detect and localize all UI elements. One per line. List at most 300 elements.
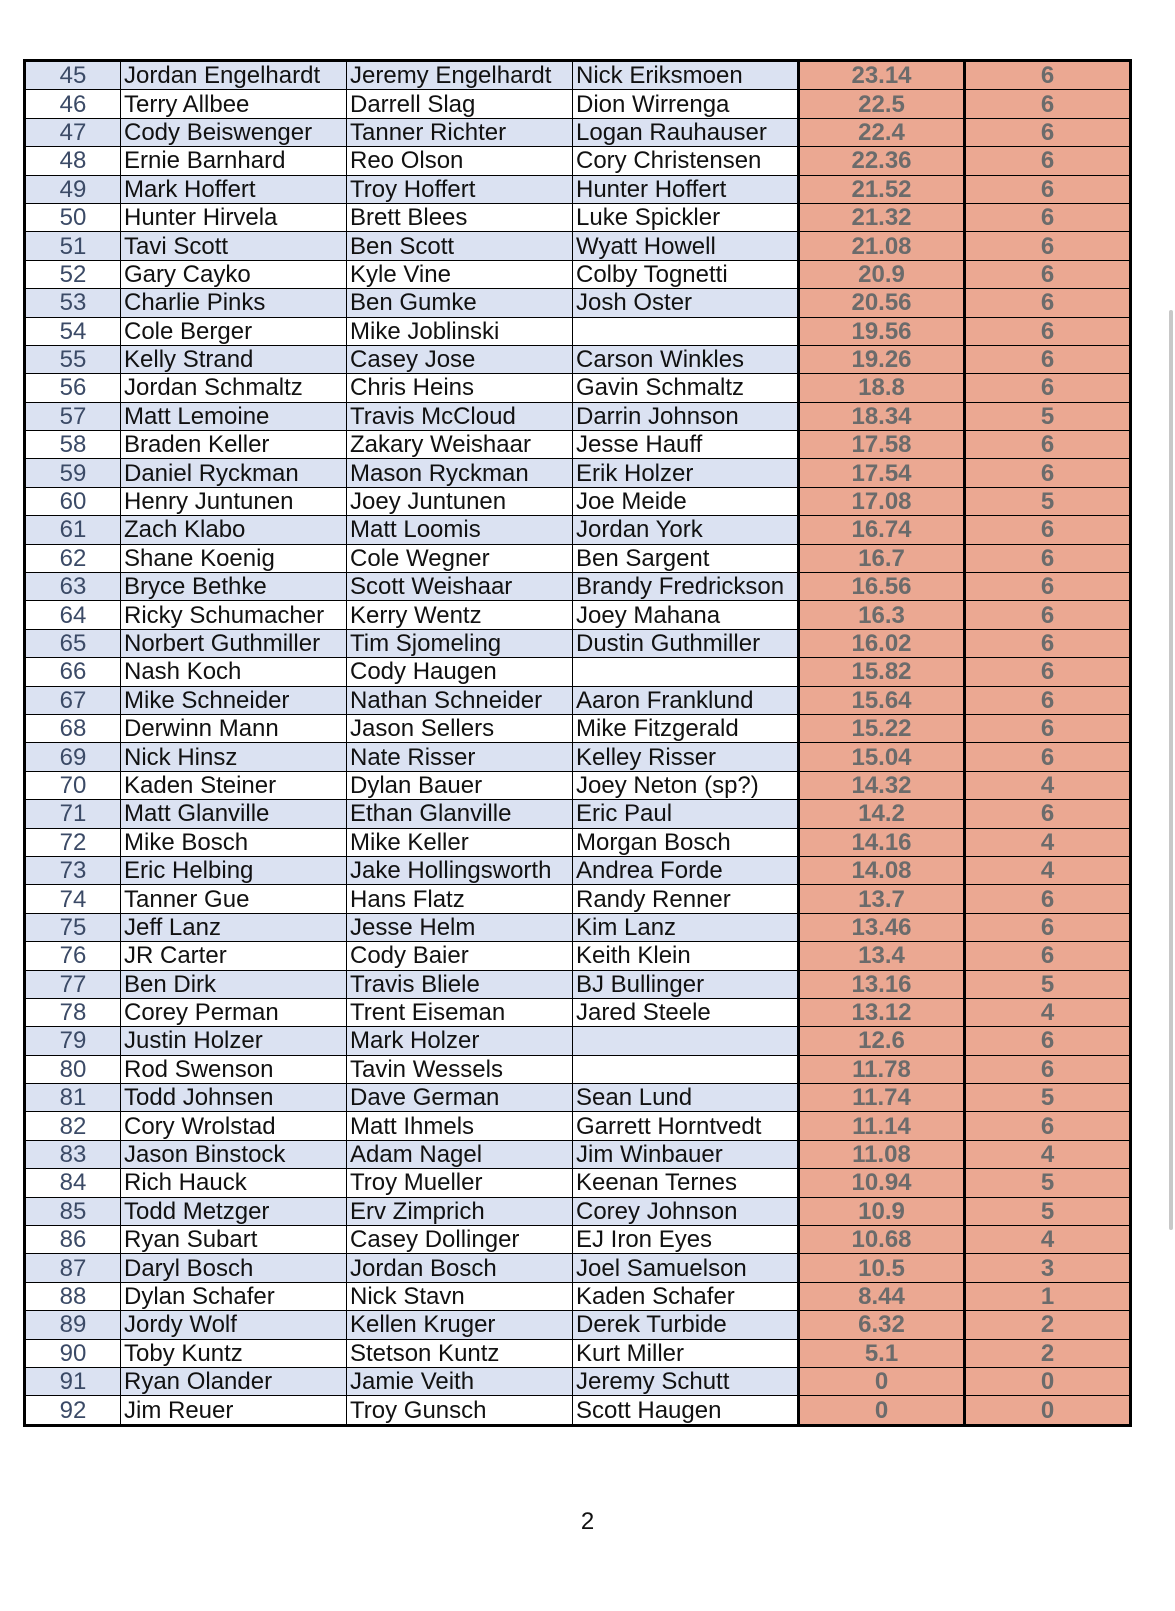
count-cell: 5 (965, 1084, 1131, 1112)
score-cell: 11.14 (799, 1112, 965, 1140)
player1-cell: Gary Cayko (121, 260, 347, 288)
player2-cell: Hans Flatz (347, 885, 573, 913)
score-cell: 21.08 (799, 232, 965, 260)
player3-cell: Kim Lanz (573, 913, 799, 941)
score-cell: 13.4 (799, 942, 965, 970)
table-row (25, 1169, 1131, 1197)
rank-cell: 59 (25, 459, 121, 487)
player2-cell: Chris Heins (347, 374, 573, 402)
score-cell: 11.74 (799, 1084, 965, 1112)
player2-cell: Troy Mueller (347, 1169, 573, 1197)
table-row (25, 1112, 1131, 1140)
rank-cell: 92 (25, 1396, 121, 1425)
player1-cell: Tanner Gue (121, 885, 347, 913)
count-cell: 3 (965, 1254, 1131, 1282)
player3-cell (573, 1027, 799, 1055)
count-cell: 6 (965, 147, 1131, 175)
score-cell: 0 (799, 1396, 965, 1425)
rank-cell: 82 (25, 1112, 121, 1140)
count-cell: 6 (965, 800, 1131, 828)
player2-cell: Dylan Bauer (347, 771, 573, 799)
count-cell: 6 (965, 431, 1131, 459)
player1-cell: Dylan Schafer (121, 1282, 347, 1310)
table-row (25, 118, 1131, 146)
rank-cell: 58 (25, 431, 121, 459)
rank-cell: 56 (25, 374, 121, 402)
table-row (25, 1084, 1131, 1112)
table-row (25, 90, 1131, 118)
player3-cell: Kurt Miller (573, 1339, 799, 1367)
rank-cell: 77 (25, 970, 121, 998)
player3-cell: Randy Renner (573, 885, 799, 913)
table-row (25, 629, 1131, 657)
player3-cell: Corey Johnson (573, 1197, 799, 1225)
rank-cell: 46 (25, 90, 121, 118)
player3-cell: Ben Sargent (573, 544, 799, 572)
score-cell: 11.08 (799, 1140, 965, 1168)
score-cell: 12.6 (799, 1027, 965, 1055)
player1-cell: Ryan Subart (121, 1226, 347, 1254)
count-cell: 5 (965, 1197, 1131, 1225)
count-cell: 0 (965, 1396, 1131, 1425)
score-cell: 13.7 (799, 885, 965, 913)
count-cell: 6 (965, 374, 1131, 402)
count-cell: 6 (965, 516, 1131, 544)
player1-cell: Jason Binstock (121, 1140, 347, 1168)
player2-cell: Nate Risser (347, 743, 573, 771)
player2-cell: Dave German (347, 1084, 573, 1112)
player3-cell: Joe Meide (573, 487, 799, 515)
player1-cell: Cody Beiswenger (121, 118, 347, 146)
count-cell: 6 (965, 885, 1131, 913)
player1-cell: Bryce Bethke (121, 573, 347, 601)
player2-cell: Scott Weishaar (347, 573, 573, 601)
score-cell: 15.22 (799, 714, 965, 742)
table-row (25, 998, 1131, 1026)
score-cell: 19.26 (799, 345, 965, 373)
count-cell: 0 (965, 1367, 1131, 1395)
player2-cell: Jesse Helm (347, 913, 573, 941)
count-cell: 6 (965, 203, 1131, 231)
player3-cell: Darrin Johnson (573, 402, 799, 430)
score-cell: 10.9 (799, 1197, 965, 1225)
table-row (25, 203, 1131, 231)
player1-cell: Matt Lemoine (121, 402, 347, 430)
rank-cell: 89 (25, 1311, 121, 1339)
rank-cell: 78 (25, 998, 121, 1026)
standings-table (23, 59, 1132, 1427)
count-cell: 6 (965, 573, 1131, 601)
rank-cell: 85 (25, 1197, 121, 1225)
player1-cell: Ben Dirk (121, 970, 347, 998)
player1-cell: Shane Koenig (121, 544, 347, 572)
count-cell: 4 (965, 1226, 1131, 1254)
player1-cell: Rich Hauck (121, 1169, 347, 1197)
table-row (25, 885, 1131, 913)
player3-cell: Kelley Risser (573, 743, 799, 771)
score-cell: 13.46 (799, 913, 965, 941)
player1-cell: Cole Berger (121, 317, 347, 345)
player3-cell: Keith Klein (573, 942, 799, 970)
score-cell: 16.74 (799, 516, 965, 544)
player3-cell: Carson Winkles (573, 345, 799, 373)
rank-cell: 66 (25, 658, 121, 686)
player2-cell: Tanner Richter (347, 118, 573, 146)
score-cell: 19.56 (799, 317, 965, 345)
rank-cell: 45 (25, 61, 121, 90)
player2-cell: Zakary Weishaar (347, 431, 573, 459)
rank-cell: 74 (25, 885, 121, 913)
player2-cell: Brett Blees (347, 203, 573, 231)
table-row (25, 487, 1131, 515)
table-row (25, 942, 1131, 970)
player1-cell: Terry Allbee (121, 90, 347, 118)
player2-cell: Tavin Wessels (347, 1055, 573, 1083)
score-cell: 17.58 (799, 431, 965, 459)
player3-cell: Logan Rauhauser (573, 118, 799, 146)
player1-cell: Jordy Wolf (121, 1311, 347, 1339)
rank-cell: 63 (25, 573, 121, 601)
player3-cell: Jeremy Schutt (573, 1367, 799, 1395)
player2-cell: Travis Bliele (347, 970, 573, 998)
player2-cell: Nathan Schneider (347, 686, 573, 714)
table-row (25, 1396, 1131, 1425)
rank-cell: 53 (25, 289, 121, 317)
score-cell: 17.08 (799, 487, 965, 515)
player3-cell: Nick Eriksmoen (573, 61, 799, 90)
player2-cell: Jake Hollingsworth (347, 856, 573, 884)
player2-cell: Casey Dollinger (347, 1226, 573, 1254)
table-row (25, 1197, 1131, 1225)
player2-cell: Jeremy Engelhardt (347, 61, 573, 90)
player1-cell: Braden Keller (121, 431, 347, 459)
player1-cell: Matt Glanville (121, 800, 347, 828)
table-row (25, 1254, 1131, 1282)
count-cell: 6 (965, 601, 1131, 629)
rank-cell: 88 (25, 1282, 121, 1310)
count-cell: 4 (965, 828, 1131, 856)
player1-cell: Cory Wrolstad (121, 1112, 347, 1140)
player3-cell: Colby Tognetti (573, 260, 799, 288)
table-row (25, 1282, 1131, 1310)
player1-cell: Charlie Pinks (121, 289, 347, 317)
score-cell: 15.82 (799, 658, 965, 686)
count-cell: 5 (965, 402, 1131, 430)
rank-cell: 68 (25, 714, 121, 742)
player1-cell: Ricky Schumacher (121, 601, 347, 629)
player3-cell: Scott Haugen (573, 1396, 799, 1425)
score-cell: 23.14 (799, 61, 965, 90)
player1-cell: Todd Johnsen (121, 1084, 347, 1112)
player2-cell: Tim Sjomeling (347, 629, 573, 657)
player1-cell: Zach Klabo (121, 516, 347, 544)
player3-cell: Brandy Fredrickson (573, 573, 799, 601)
count-cell: 5 (965, 1169, 1131, 1197)
score-cell: 13.12 (799, 998, 965, 1026)
score-cell: 5.1 (799, 1339, 965, 1367)
rank-cell: 83 (25, 1140, 121, 1168)
rank-cell: 57 (25, 402, 121, 430)
rank-cell: 55 (25, 345, 121, 373)
score-cell: 0 (799, 1367, 965, 1395)
player2-cell: Troy Gunsch (347, 1396, 573, 1425)
score-cell: 15.04 (799, 743, 965, 771)
rank-cell: 49 (25, 175, 121, 203)
rank-cell: 61 (25, 516, 121, 544)
table-row (25, 856, 1131, 884)
rank-cell: 69 (25, 743, 121, 771)
rank-cell: 73 (25, 856, 121, 884)
table-row (25, 1226, 1131, 1254)
table-row (25, 573, 1131, 601)
count-cell: 6 (965, 317, 1131, 345)
score-cell: 15.64 (799, 686, 965, 714)
player3-cell: Jesse Hauff (573, 431, 799, 459)
table-row (25, 459, 1131, 487)
score-cell: 6.32 (799, 1311, 965, 1339)
rank-cell: 70 (25, 771, 121, 799)
player3-cell: Luke Spickler (573, 203, 799, 231)
player3-cell (573, 1055, 799, 1083)
score-cell: 21.52 (799, 175, 965, 203)
table-row (25, 686, 1131, 714)
score-cell: 22.4 (799, 118, 965, 146)
player3-cell: Joey Mahana (573, 601, 799, 629)
player2-cell: Ethan Glanville (347, 800, 573, 828)
table-row (25, 828, 1131, 856)
rank-cell: 60 (25, 487, 121, 515)
table-row (25, 1311, 1131, 1339)
score-cell: 10.94 (799, 1169, 965, 1197)
score-cell: 18.34 (799, 402, 965, 430)
player2-cell: Kerry Wentz (347, 601, 573, 629)
player3-cell: Dustin Guthmiller (573, 629, 799, 657)
count-cell: 6 (965, 90, 1131, 118)
player1-cell: Mark Hoffert (121, 175, 347, 203)
score-cell: 21.32 (799, 203, 965, 231)
table-row (25, 317, 1131, 345)
player1-cell: Jeff Lanz (121, 913, 347, 941)
player1-cell: Eric Helbing (121, 856, 347, 884)
player2-cell: Nick Stavn (347, 1282, 573, 1310)
count-cell: 1 (965, 1282, 1131, 1310)
player3-cell: Erik Holzer (573, 459, 799, 487)
table-row (25, 743, 1131, 771)
count-cell: 6 (965, 260, 1131, 288)
player2-cell: Reo Olson (347, 147, 573, 175)
table-row (25, 800, 1131, 828)
player2-cell: Jamie Veith (347, 1367, 573, 1395)
player1-cell: JR Carter (121, 942, 347, 970)
count-cell: 6 (965, 1027, 1131, 1055)
count-cell: 2 (965, 1339, 1131, 1367)
player3-cell: Josh Oster (573, 289, 799, 317)
scrollbar[interactable] (1169, 310, 1173, 1230)
score-cell: 14.08 (799, 856, 965, 884)
player1-cell: Jordan Schmaltz (121, 374, 347, 402)
player3-cell: Eric Paul (573, 800, 799, 828)
player1-cell: Nash Koch (121, 658, 347, 686)
score-cell: 11.78 (799, 1055, 965, 1083)
table-row (25, 402, 1131, 430)
table-row (25, 970, 1131, 998)
player1-cell: Corey Perman (121, 998, 347, 1026)
player2-cell: Jason Sellers (347, 714, 573, 742)
table-row (25, 374, 1131, 402)
rank-cell: 86 (25, 1226, 121, 1254)
count-cell: 6 (965, 232, 1131, 260)
table-row (25, 1027, 1131, 1055)
player1-cell: Derwinn Mann (121, 714, 347, 742)
count-cell: 6 (965, 629, 1131, 657)
player3-cell: EJ Iron Eyes (573, 1226, 799, 1254)
rank-cell: 84 (25, 1169, 121, 1197)
player1-cell: Daniel Ryckman (121, 459, 347, 487)
player1-cell: Jim Reuer (121, 1396, 347, 1425)
count-cell: 6 (965, 913, 1131, 941)
score-cell: 16.56 (799, 573, 965, 601)
count-cell: 6 (965, 289, 1131, 317)
player2-cell: Ben Scott (347, 232, 573, 260)
player3-cell: Morgan Bosch (573, 828, 799, 856)
player3-cell (573, 317, 799, 345)
player3-cell: Joey Neton (sp?) (573, 771, 799, 799)
player3-cell: Mike Fitzgerald (573, 714, 799, 742)
player2-cell: Cody Baier (347, 942, 573, 970)
rank-cell: 62 (25, 544, 121, 572)
score-cell: 20.9 (799, 260, 965, 288)
rank-cell: 51 (25, 232, 121, 260)
score-cell: 22.5 (799, 90, 965, 118)
player3-cell: BJ Bullinger (573, 970, 799, 998)
table-row (25, 1367, 1131, 1395)
player2-cell: Kellen Kruger (347, 1311, 573, 1339)
rank-cell: 91 (25, 1367, 121, 1395)
rank-cell: 48 (25, 147, 121, 175)
player2-cell: Mark Holzer (347, 1027, 573, 1055)
count-cell: 4 (965, 771, 1131, 799)
count-cell: 6 (965, 1055, 1131, 1083)
rank-cell: 75 (25, 913, 121, 941)
score-cell: 18.8 (799, 374, 965, 402)
player2-cell: Adam Nagel (347, 1140, 573, 1168)
page-number: 2 (580, 1508, 595, 1535)
player2-cell: Casey Jose (347, 345, 573, 373)
score-cell: 14.32 (799, 771, 965, 799)
rank-cell: 67 (25, 686, 121, 714)
score-cell: 14.2 (799, 800, 965, 828)
player2-cell: Ben Gumke (347, 289, 573, 317)
player1-cell: Toby Kuntz (121, 1339, 347, 1367)
player3-cell: Aaron Franklund (573, 686, 799, 714)
count-cell: 5 (965, 487, 1131, 515)
player2-cell: Joey Juntunen (347, 487, 573, 515)
table-row (25, 1140, 1131, 1168)
score-cell: 17.54 (799, 459, 965, 487)
player2-cell: Mike Joblinski (347, 317, 573, 345)
player1-cell: Rod Swenson (121, 1055, 347, 1083)
player1-cell: Norbert Guthmiller (121, 629, 347, 657)
table-row (25, 1339, 1131, 1367)
table-row (25, 601, 1131, 629)
player2-cell: Jordan Bosch (347, 1254, 573, 1282)
count-cell: 6 (965, 175, 1131, 203)
count-cell: 6 (965, 1112, 1131, 1140)
rank-cell: 79 (25, 1027, 121, 1055)
player2-cell: Troy Hoffert (347, 175, 573, 203)
player1-cell: Todd Metzger (121, 1197, 347, 1225)
player2-cell: Mason Ryckman (347, 459, 573, 487)
count-cell: 6 (965, 714, 1131, 742)
count-cell: 6 (965, 459, 1131, 487)
player1-cell: Kelly Strand (121, 345, 347, 373)
player1-cell: Henry Juntunen (121, 487, 347, 515)
player2-cell: Stetson Kuntz (347, 1339, 573, 1367)
player2-cell: Cody Haugen (347, 658, 573, 686)
table-row (25, 771, 1131, 799)
player2-cell: Cole Wegner (347, 544, 573, 572)
count-cell: 4 (965, 998, 1131, 1026)
table-row (25, 714, 1131, 742)
player1-cell: Tavi Scott (121, 232, 347, 260)
player3-cell: Dion Wirrenga (573, 90, 799, 118)
rank-cell: 50 (25, 203, 121, 231)
player3-cell: Kaden Schafer (573, 1282, 799, 1310)
player2-cell: Trent Eiseman (347, 998, 573, 1026)
player3-cell: Derek Turbide (573, 1311, 799, 1339)
player2-cell: Darrell Slag (347, 90, 573, 118)
score-cell: 14.16 (799, 828, 965, 856)
table-row (25, 175, 1131, 203)
score-cell: 10.5 (799, 1254, 965, 1282)
player3-cell: Keenan Ternes (573, 1169, 799, 1197)
rank-cell: 65 (25, 629, 121, 657)
player3-cell: Jared Steele (573, 998, 799, 1026)
rank-cell: 47 (25, 118, 121, 146)
rank-cell: 81 (25, 1084, 121, 1112)
count-cell: 4 (965, 856, 1131, 884)
player2-cell: Erv Zimprich (347, 1197, 573, 1225)
table-row (25, 61, 1131, 90)
score-cell: 16.7 (799, 544, 965, 572)
count-cell: 6 (965, 544, 1131, 572)
rank-cell: 64 (25, 601, 121, 629)
player3-cell: Hunter Hoffert (573, 175, 799, 203)
rank-cell: 90 (25, 1339, 121, 1367)
player2-cell: Travis McCloud (347, 402, 573, 430)
table-row (25, 516, 1131, 544)
player1-cell: Ryan Olander (121, 1367, 347, 1395)
player1-cell: Justin Holzer (121, 1027, 347, 1055)
table-row (25, 147, 1131, 175)
table-row (25, 345, 1131, 373)
rank-cell: 54 (25, 317, 121, 345)
table-row (25, 658, 1131, 686)
player1-cell: Hunter Hirvela (121, 203, 347, 231)
player2-cell: Mike Keller (347, 828, 573, 856)
count-cell: 6 (965, 658, 1131, 686)
player3-cell: Garrett Horntvedt (573, 1112, 799, 1140)
count-cell: 6 (965, 743, 1131, 771)
count-cell: 6 (965, 345, 1131, 373)
rank-cell: 71 (25, 800, 121, 828)
count-cell: 2 (965, 1311, 1131, 1339)
rank-cell: 52 (25, 260, 121, 288)
player2-cell: Kyle Vine (347, 260, 573, 288)
rank-cell: 76 (25, 942, 121, 970)
score-cell: 22.36 (799, 147, 965, 175)
table-row (25, 260, 1131, 288)
